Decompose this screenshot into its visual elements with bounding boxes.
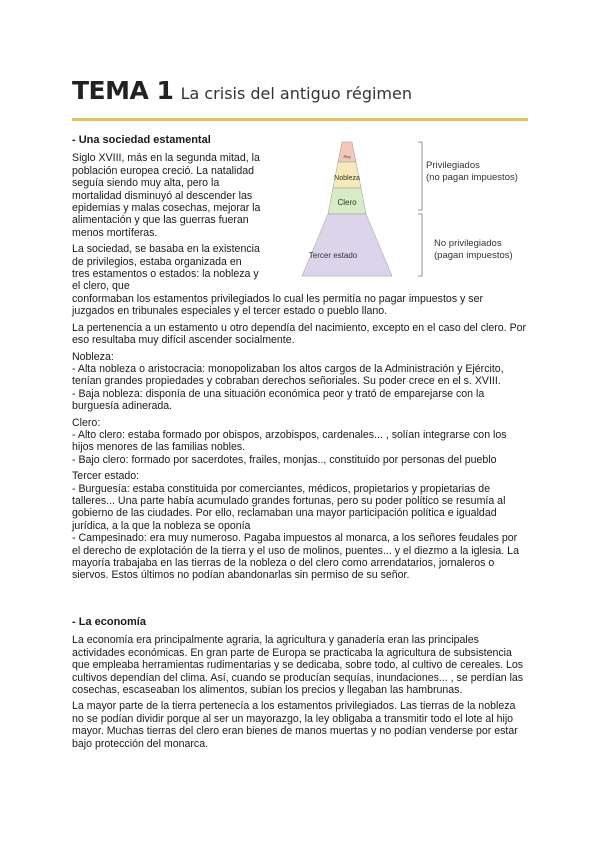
page-title: [72, 76, 412, 105]
paragraph-society-start: La sociedad, se basaba en la existencia de privilegios, estaba organizada en tres estamentos o estados: la nobleza y el clero, que: [72, 243, 260, 293]
paragraph-population: Siglo XVIII, más en la segunda mitad, la población europea creció. La natalidad seguía siendo muy alta, pero la mortalidad disminuyó al descender las epidemias y malas cosechas, mejorar la alimentación y que las guerras fueran menos mortíferas.: [72, 152, 261, 239]
nobleza-low: - Baja nobleza: disponía de una situación económica peor y trató de emparejarse con la burguesía adinerada.: [72, 387, 485, 413]
title-sub: La crisis del antiguo régimen: [180, 84, 412, 103]
pyramid-label-third-estate: Tercer estado: [308, 251, 358, 260]
pyramid-label-nobility: Nobleza: [334, 175, 360, 182]
clero-title: Clero:: [72, 416, 101, 429]
clero-low: - Bajo clero: formado por sacerdotes, frailes, monjas.., constituido por personas del pueblo: [72, 453, 497, 466]
tercer-title: Tercer estado:: [72, 470, 140, 483]
paragraph-society-end: conformaban los estamentos privilegiados lo cual les permitía no pagar impuestos y ser juzgados en tribunales especiales y el tercer estado o pueblo llano.: [72, 292, 484, 318]
section-heading-economia: - La economía: [72, 616, 146, 628]
privileged-label: Privilegiados: [426, 160, 480, 171]
clero-high: - Alto clero: estaba formado por obispos, arzobispos, cardenales... , solían integrarse con los hijos menores de las familias nobles.: [72, 428, 507, 454]
paragraph-economy: La economía era principalmente agraria, la agricultura y ganadería eran las principales actividades económicas. En gran parte de Europa se practicaba la agricultura de subsistencia que empleaba herramientas rudimentarias y se dedicaba, sobre todo, al cultivo de cereales. Los cultivos dependían del clima. Así, cuando se producían sequías, inundaciones... , se perdían las cosechas, escaseaban los alimentos, subían los precios y llegaban las hambrunas.: [72, 634, 524, 697]
tercer-bourgeoisie: - Burguesía: estaba constituida por comerciantes, médicos, propietarios y propietarias de talleres... Una parte había acumulado grandes fortunas, pero su poder político se resumía al gobierno de las ciudades. Por ello, reclamaban una mayor participación política e igualdad jurídica, a la que la nobleza se oponía: [72, 482, 506, 532]
title-divider: [72, 118, 528, 121]
paragraph-land: La mayor parte de la tierra pertenecía a los estamentos privilegiados. Las tierras de la nobleza no se podían dividir porque al ser un mayorazgo, la ley obligaba a transmitir todo el lote al hijo mayor. Muchas tierras del clero eran bienes de manos muertas y no podían venderse por estar bajo protección del monarca.: [72, 700, 518, 750]
title-main: TEMA 1: [72, 76, 174, 105]
pyramid-label-clergy: Clero: [337, 198, 357, 207]
paragraph-birth: La pertenencia a un estamento u otro dependía del nacimiento, excepto en el caso del clero. Por eso resultaba muy difícil ascender socialmente.: [72, 321, 527, 347]
tercer-peasantry: - Campesinado: era muy numeroso. Pagaba impuestos al monarca, a los señores feudales por el derecho de explotación de la tierra y el uso de molinos, puentes... y el diezmo a la iglesia. La mayoría trabajaba en las tierras de la nobleza o del clero como arrendatarios, jornaleros o siervos. Estos últimos no podían abandonarlas sin permiso de su señor.: [72, 532, 519, 582]
nonprivileged-label: No privilegiados: [434, 238, 502, 249]
nobleza-title: Nobleza:: [72, 350, 114, 363]
nobleza-high: - Alta nobleza o aristocracia: monopolizaban los altos cargos de la Administración y Ejército, tenían grandes propiedades y cobraban derechos señoriales. Su poder crece en el s. XVIII.: [72, 362, 504, 388]
section-economia: [72, 616, 528, 750]
pyramid-label-king: Rey: [343, 154, 351, 159]
privileged-sublabel: (no pagan impuestos): [426, 172, 518, 183]
section-heading-estamental: - Una sociedad estamental: [72, 134, 211, 146]
section-estamental: [72, 134, 528, 582]
nonprivileged-sublabel: (pagan impuestos): [434, 250, 513, 261]
